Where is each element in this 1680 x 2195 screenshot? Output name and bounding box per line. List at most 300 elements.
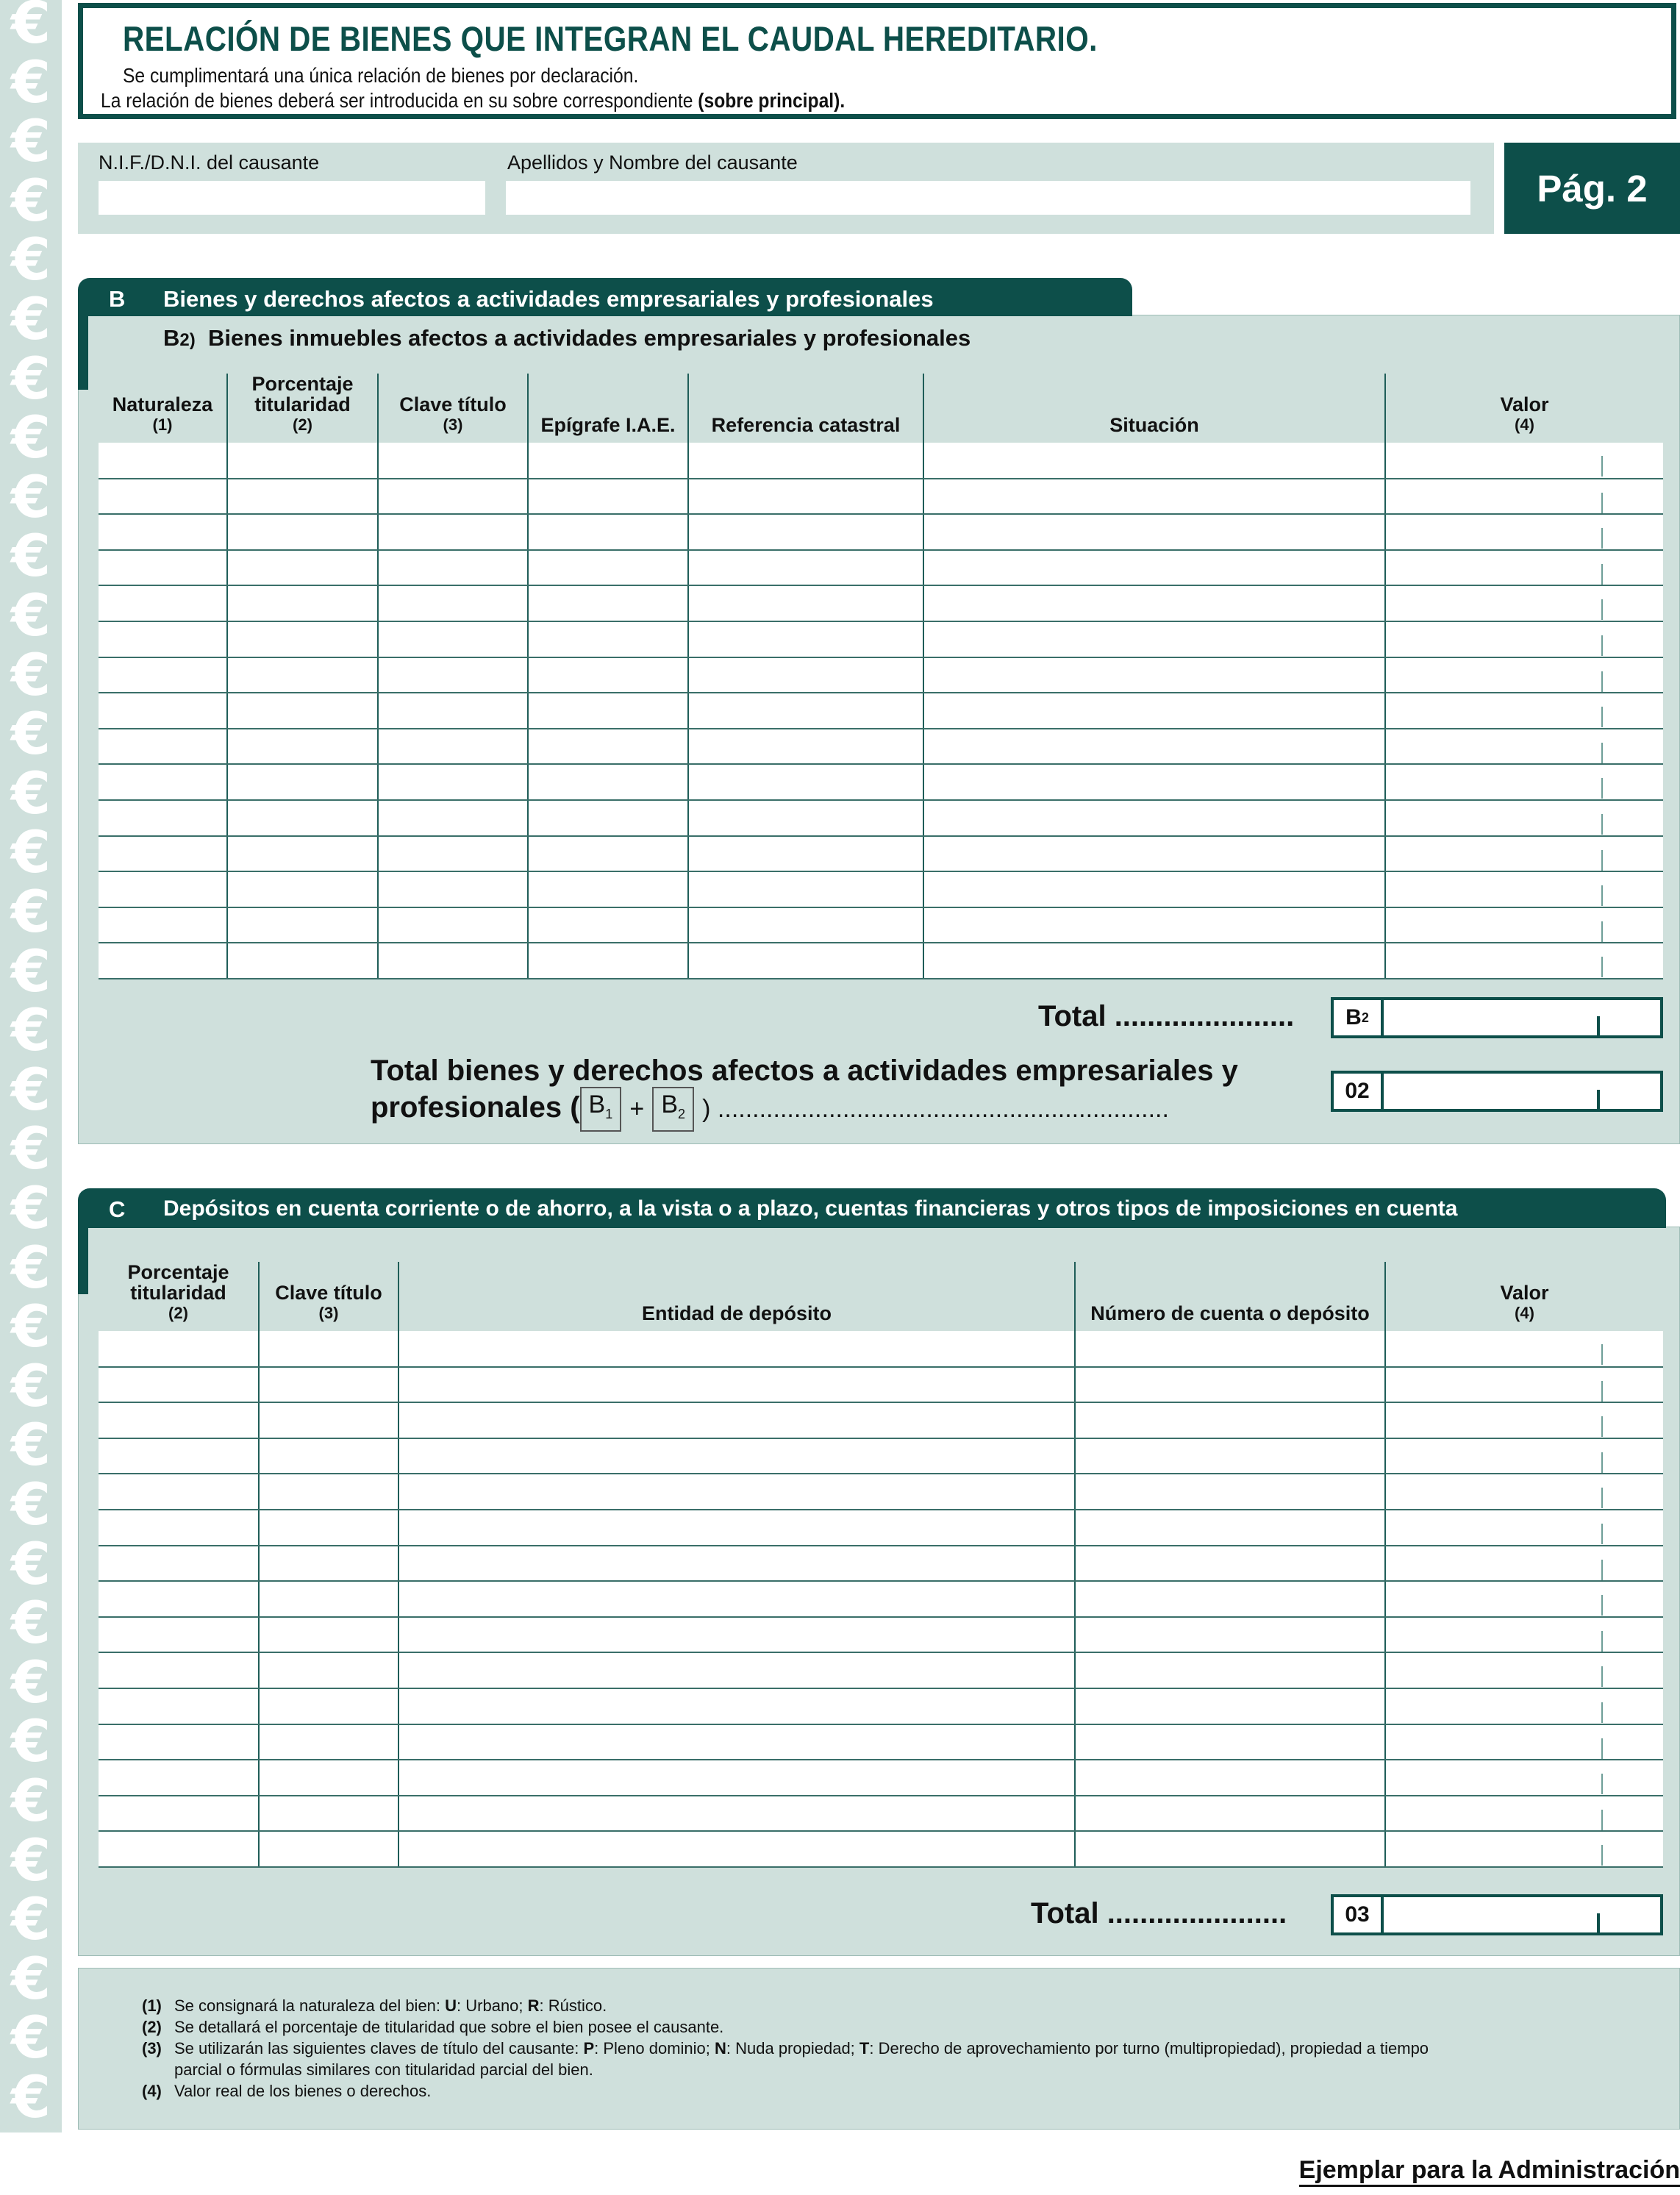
grand-total-line1: Total bienes y derechos afectos a actividades empresariales y bbox=[371, 1054, 1238, 1087]
grand-total-line2: profesionales ( $B_1 + B_2$ ) ................................................................. bbox=[371, 1087, 1238, 1132]
b2-cell[interactable] bbox=[923, 836, 1385, 872]
b2-cell[interactable] bbox=[528, 729, 688, 765]
euro-icon: € bbox=[10, 2005, 51, 2072]
b2-cell[interactable] bbox=[227, 514, 378, 550]
b2-cell[interactable] bbox=[99, 514, 227, 550]
b2-cell[interactable] bbox=[378, 479, 528, 515]
b2-cell[interactable] bbox=[378, 550, 528, 586]
b2-col-note: (1) bbox=[152, 415, 173, 434]
euro-icon: € bbox=[10, 998, 51, 1065]
c-cell[interactable] bbox=[1075, 1367, 1385, 1403]
b2-row bbox=[99, 550, 1663, 586]
nombre-label: Apellidos y Nombre del causante bbox=[507, 151, 798, 174]
c-cell[interactable] bbox=[1385, 1581, 1663, 1617]
c-cell[interactable] bbox=[398, 1402, 1075, 1438]
euro-icon: € bbox=[10, 405, 51, 472]
title-box bbox=[78, 3, 1676, 119]
b2-cell[interactable] bbox=[1385, 443, 1663, 479]
footnote-text: : Nuda propiedad; bbox=[726, 2039, 859, 2057]
c-cell[interactable] bbox=[1385, 1474, 1663, 1510]
c-cell[interactable] bbox=[1075, 1474, 1385, 1510]
b2-cell[interactable] bbox=[688, 550, 923, 586]
c-cell[interactable] bbox=[99, 1438, 259, 1474]
footnote-text: T bbox=[859, 2039, 870, 2057]
instruction-line-2 bbox=[101, 89, 845, 113]
c-cell[interactable] bbox=[398, 1831, 1075, 1867]
b2-cell[interactable] bbox=[528, 657, 688, 693]
b2-col-note: (2) bbox=[293, 415, 312, 434]
b2-cell[interactable] bbox=[528, 443, 688, 479]
footnote-text: P bbox=[583, 2039, 595, 2057]
c-total-box bbox=[1331, 1894, 1663, 1935]
c-cell[interactable] bbox=[1385, 1796, 1663, 1832]
b2-cell[interactable] bbox=[99, 943, 227, 979]
b2-cell[interactable] bbox=[1385, 550, 1663, 586]
b2-total-code bbox=[1334, 1000, 1384, 1035]
b2-sub: 2 bbox=[678, 1107, 686, 1121]
b2-row bbox=[99, 871, 1663, 907]
c-cell[interactable] bbox=[1385, 1546, 1663, 1582]
b2-cell[interactable] bbox=[1385, 764, 1663, 800]
b2-row bbox=[99, 585, 1663, 621]
grand-total-box bbox=[1331, 1071, 1663, 1112]
b2-row bbox=[99, 479, 1663, 515]
footnote-number: (1) bbox=[142, 1996, 162, 2015]
footnote-text: Se consignará la naturaleza del bien: bbox=[174, 1996, 446, 2015]
b2-cell[interactable] bbox=[923, 514, 1385, 550]
c-cell[interactable] bbox=[1075, 1617, 1385, 1653]
c-cell[interactable] bbox=[398, 1510, 1075, 1546]
b2-cell[interactable] bbox=[1385, 621, 1663, 657]
b2-cell[interactable] bbox=[1385, 836, 1663, 872]
b2-cell[interactable] bbox=[528, 621, 688, 657]
instruction-line-2-text: La relación de bienes deberá ser introducida en su sobre correspondiente bbox=[101, 89, 693, 112]
c-cell[interactable] bbox=[259, 1367, 398, 1403]
c-cell[interactable] bbox=[259, 1724, 398, 1760]
footnote-text: U bbox=[445, 1996, 457, 2015]
b2-cell[interactable] bbox=[99, 693, 227, 729]
c-row bbox=[99, 1367, 1663, 1403]
c-cell[interactable] bbox=[1385, 1617, 1663, 1653]
b2-col-label: Porcentaje titularidad bbox=[251, 373, 354, 415]
footnote-text: : Urbano; bbox=[457, 1996, 528, 2015]
b2-cell[interactable] bbox=[923, 585, 1385, 621]
b2-cell[interactable] bbox=[923, 907, 1385, 943]
c-cell[interactable] bbox=[1075, 1796, 1385, 1832]
c-cell[interactable] bbox=[99, 1724, 259, 1760]
c-cell[interactable] bbox=[398, 1617, 1075, 1653]
c-cell[interactable] bbox=[398, 1438, 1075, 1474]
c-cell[interactable] bbox=[398, 1367, 1075, 1403]
c-total-value[interactable] bbox=[1384, 1897, 1660, 1932]
grand-total-profesionales: profesionales bbox=[371, 1091, 562, 1124]
footnote-text: R bbox=[527, 1996, 540, 2015]
b2-row bbox=[99, 907, 1663, 943]
euro-icon: € bbox=[10, 642, 51, 709]
c-cell[interactable] bbox=[1075, 1402, 1385, 1438]
c-cell[interactable] bbox=[398, 1581, 1075, 1617]
b2-cell[interactable] bbox=[378, 657, 528, 693]
nif-field[interactable] bbox=[99, 181, 485, 215]
c-cell[interactable] bbox=[99, 1617, 259, 1653]
b2-prefix: B bbox=[163, 325, 180, 351]
b2-cell[interactable] bbox=[923, 621, 1385, 657]
c-cell[interactable] bbox=[99, 1831, 259, 1867]
c-cell[interactable] bbox=[99, 1331, 259, 1367]
b2-code-letter: B bbox=[1345, 1005, 1362, 1029]
b2-cell[interactable] bbox=[378, 585, 528, 621]
c-row bbox=[99, 1402, 1663, 1438]
c-col-note: (2) bbox=[168, 1304, 188, 1322]
b2-cell[interactable] bbox=[688, 693, 923, 729]
b2-cell[interactable] bbox=[923, 550, 1385, 586]
c-cell[interactable] bbox=[259, 1760, 398, 1796]
b2-cell[interactable] bbox=[1385, 800, 1663, 836]
c-cell[interactable] bbox=[99, 1760, 259, 1796]
c-cell[interactable] bbox=[398, 1546, 1075, 1582]
b2-cell[interactable] bbox=[378, 800, 528, 836]
b2-cell[interactable] bbox=[923, 729, 1385, 765]
b2-cell[interactable] bbox=[688, 443, 923, 479]
b2-cell[interactable] bbox=[99, 764, 227, 800]
b2-col-label: Clave título bbox=[399, 393, 507, 415]
c-cell[interactable] bbox=[1385, 1652, 1663, 1688]
c-cell[interactable] bbox=[259, 1474, 398, 1510]
b2-cell[interactable] bbox=[688, 764, 923, 800]
c-cell[interactable] bbox=[259, 1617, 398, 1653]
footnote-text: Se detallará el porcentaje de titularidad que sobre el bien posee el causante. bbox=[174, 2018, 724, 2036]
c-cell[interactable] bbox=[259, 1796, 398, 1832]
b2-row bbox=[99, 621, 1663, 657]
b2-cell[interactable] bbox=[528, 800, 688, 836]
b2-cell[interactable] bbox=[99, 657, 227, 693]
table-b2 bbox=[99, 374, 1663, 979]
c-cell[interactable] bbox=[99, 1474, 259, 1510]
b2-cell[interactable] bbox=[99, 871, 227, 907]
b2-cell[interactable] bbox=[378, 764, 528, 800]
b2-cell[interactable] bbox=[227, 907, 378, 943]
b2-total-label: Total ...................... bbox=[1038, 1000, 1295, 1032]
b2-cell[interactable] bbox=[99, 621, 227, 657]
b2-cell[interactable] bbox=[99, 907, 227, 943]
b2-col-header bbox=[688, 374, 923, 443]
footnote-number: (4) bbox=[142, 2082, 162, 2100]
c-cell[interactable] bbox=[259, 1581, 398, 1617]
nif-label: N.I.F./D.N.I. del causante bbox=[99, 151, 320, 174]
b2-cell[interactable] bbox=[99, 729, 227, 765]
c-cell[interactable] bbox=[259, 1652, 398, 1688]
c-cell[interactable] bbox=[99, 1652, 259, 1688]
c-col-note: (4) bbox=[1515, 1304, 1534, 1322]
footnote-continuation: parcial o fórmulas similares con titularidad parcial del bien. bbox=[174, 2060, 593, 2079]
b2-cell[interactable] bbox=[688, 621, 923, 657]
section-c-corner bbox=[78, 1227, 88, 1294]
c-cell[interactable] bbox=[1075, 1546, 1385, 1582]
c-cell[interactable] bbox=[99, 1367, 259, 1403]
b2-cell[interactable] bbox=[99, 585, 227, 621]
c-col-header bbox=[1075, 1262, 1385, 1331]
b2-code-sub: 2 bbox=[1361, 1010, 1369, 1025]
euro-icon: € bbox=[10, 1057, 51, 1124]
c-row bbox=[99, 1796, 1663, 1832]
c-cell[interactable] bbox=[1385, 1724, 1663, 1760]
b2-row bbox=[99, 514, 1663, 550]
b2-cell[interactable] bbox=[99, 800, 227, 836]
b2-col-label: Naturaleza bbox=[112, 393, 213, 415]
b2-row bbox=[99, 729, 1663, 765]
b2-cell[interactable] bbox=[227, 479, 378, 515]
b2-cell[interactable] bbox=[227, 764, 378, 800]
euro-icon: € bbox=[10, 1294, 51, 1361]
b2-cell[interactable] bbox=[378, 943, 528, 979]
b2-row bbox=[99, 800, 1663, 836]
section-c-letter: C bbox=[109, 1196, 126, 1222]
euro-icon: € bbox=[10, 168, 51, 235]
c-col-header bbox=[1385, 1262, 1663, 1331]
b2-cell[interactable] bbox=[688, 585, 923, 621]
b2-cell[interactable] bbox=[227, 621, 378, 657]
c-cell[interactable] bbox=[1075, 1760, 1385, 1796]
c-cell[interactable] bbox=[398, 1796, 1075, 1832]
b2-cell[interactable] bbox=[227, 836, 378, 872]
c-cell[interactable] bbox=[1075, 1331, 1385, 1367]
b2-cell[interactable] bbox=[1385, 657, 1663, 693]
b2-cell[interactable] bbox=[1385, 585, 1663, 621]
euro-icon: € bbox=[10, 227, 51, 294]
b2-col-header bbox=[1385, 374, 1663, 443]
c-cell[interactable] bbox=[259, 1402, 398, 1438]
c-cell[interactable] bbox=[99, 1546, 259, 1582]
b2-cell[interactable] bbox=[378, 836, 528, 872]
c-cell[interactable] bbox=[1075, 1724, 1385, 1760]
c-cell[interactable] bbox=[259, 1331, 398, 1367]
section-b2-subtitle bbox=[163, 325, 971, 351]
b2-cell[interactable] bbox=[1385, 943, 1663, 979]
c-cell[interactable] bbox=[1075, 1510, 1385, 1546]
b2-col-header bbox=[528, 374, 688, 443]
euro-icon: € bbox=[10, 49, 51, 116]
euro-icon: € bbox=[10, 1413, 51, 1480]
euro-icon: € bbox=[10, 1235, 51, 1302]
c-total-label: Total ...................... bbox=[1031, 1897, 1287, 1930]
b2-col-note: (3) bbox=[443, 415, 463, 434]
c-cell[interactable] bbox=[1075, 1581, 1385, 1617]
b2-total-box bbox=[1331, 997, 1663, 1038]
c-row bbox=[99, 1617, 1663, 1653]
b2-cell[interactable] bbox=[227, 871, 378, 907]
c-cell[interactable] bbox=[1385, 1760, 1663, 1796]
b2-cell[interactable] bbox=[227, 657, 378, 693]
euro-icon: € bbox=[10, 1472, 51, 1538]
c-cell[interactable] bbox=[398, 1760, 1075, 1796]
instruction-line-1: Se cumplimentará una única relación de bienes por declaración. bbox=[123, 64, 639, 87]
b2-cell[interactable] bbox=[528, 514, 688, 550]
section-b-letter: B bbox=[109, 286, 126, 312]
b1-sub: 1 bbox=[605, 1107, 613, 1121]
b2-cell[interactable] bbox=[99, 550, 227, 586]
b2-cell[interactable] bbox=[923, 443, 1385, 479]
b2-cell[interactable] bbox=[688, 729, 923, 765]
footnote bbox=[142, 2080, 431, 2102]
b2-cell[interactable] bbox=[688, 871, 923, 907]
c-cell[interactable] bbox=[99, 1581, 259, 1617]
b2-cell[interactable] bbox=[1385, 871, 1663, 907]
euro-icon: € bbox=[10, 1353, 51, 1420]
b2-cell[interactable] bbox=[1385, 907, 1663, 943]
c-cell[interactable] bbox=[1075, 1688, 1385, 1724]
c-cell[interactable] bbox=[1075, 1831, 1385, 1867]
c-cell[interactable] bbox=[1385, 1510, 1663, 1546]
euro-icon: € bbox=[10, 1827, 51, 1894]
b2-letter: B bbox=[661, 1091, 679, 1118]
euro-icon: € bbox=[10, 1946, 51, 2013]
b2-cell[interactable] bbox=[1385, 693, 1663, 729]
euro-icon: € bbox=[10, 524, 51, 590]
section-b-tab bbox=[78, 278, 1132, 316]
c-cell[interactable] bbox=[398, 1474, 1075, 1510]
b2-cell[interactable] bbox=[378, 621, 528, 657]
euro-icon: € bbox=[10, 938, 51, 1005]
b2-cell[interactable] bbox=[227, 585, 378, 621]
c-total-code: 03 bbox=[1334, 1897, 1384, 1932]
b2-cell[interactable] bbox=[378, 729, 528, 765]
b2-cell[interactable] bbox=[923, 657, 1385, 693]
euro-icon: € bbox=[10, 109, 51, 176]
b2-cell[interactable] bbox=[528, 943, 688, 979]
b2-row bbox=[99, 443, 1663, 479]
c-cell[interactable] bbox=[1385, 1331, 1663, 1367]
b2-cell[interactable] bbox=[688, 943, 923, 979]
c-cell[interactable] bbox=[99, 1402, 259, 1438]
c-cell[interactable] bbox=[1385, 1831, 1663, 1867]
b2-cell[interactable] bbox=[923, 943, 1385, 979]
b2-cell[interactable] bbox=[528, 836, 688, 872]
b2-cell[interactable] bbox=[99, 836, 227, 872]
euro-icon: € bbox=[10, 1591, 51, 1657]
b2-cell[interactable] bbox=[227, 693, 378, 729]
c-cell[interactable] bbox=[398, 1724, 1075, 1760]
b2-cell[interactable] bbox=[1385, 514, 1663, 550]
b2-cell[interactable] bbox=[227, 729, 378, 765]
b2-cell[interactable] bbox=[528, 585, 688, 621]
table-c bbox=[99, 1262, 1663, 1868]
c-cell[interactable] bbox=[1385, 1438, 1663, 1474]
c-row bbox=[99, 1760, 1663, 1796]
euro-icon: € bbox=[10, 1769, 51, 1835]
b2-cell[interactable] bbox=[688, 836, 923, 872]
b2-cell[interactable] bbox=[227, 943, 378, 979]
b2-cell[interactable] bbox=[923, 479, 1385, 515]
c-row bbox=[99, 1831, 1663, 1867]
plus-sign: + bbox=[629, 1095, 645, 1124]
b2-cell[interactable] bbox=[1385, 479, 1663, 515]
c-cell[interactable] bbox=[1385, 1688, 1663, 1724]
c-cell[interactable] bbox=[259, 1546, 398, 1582]
b2-cell[interactable] bbox=[227, 550, 378, 586]
page-number: Pág. 2 bbox=[1504, 143, 1680, 234]
b2-cell[interactable] bbox=[227, 443, 378, 479]
b2-cell[interactable] bbox=[688, 907, 923, 943]
c-cell[interactable] bbox=[99, 1796, 259, 1832]
b2-title: Bienes inmuebles afectos a actividades empresariales y profesionales bbox=[207, 325, 971, 351]
c-cell[interactable] bbox=[1385, 1367, 1663, 1403]
euro-icon: € bbox=[10, 346, 51, 413]
b2-cell[interactable] bbox=[688, 514, 923, 550]
c-cell[interactable] bbox=[99, 1510, 259, 1546]
b2-cell[interactable] bbox=[923, 871, 1385, 907]
b2-cell[interactable] bbox=[378, 443, 528, 479]
notes-panel bbox=[78, 1968, 1680, 2130]
c-cell[interactable] bbox=[1385, 1402, 1663, 1438]
b2-cell[interactable] bbox=[378, 871, 528, 907]
c-col-header bbox=[259, 1262, 398, 1331]
b2-total-value[interactable] bbox=[1384, 1000, 1660, 1035]
b2-col-label: Epígrafe I.A.E. bbox=[540, 414, 676, 436]
b2-cell[interactable] bbox=[227, 800, 378, 836]
b2-cell[interactable] bbox=[688, 800, 923, 836]
euro-icon: € bbox=[10, 287, 51, 353]
euro-icon: € bbox=[10, 1887, 51, 1954]
b2-cell[interactable] bbox=[378, 514, 528, 550]
b2-cell[interactable] bbox=[1385, 729, 1663, 765]
c-cell[interactable] bbox=[99, 1688, 259, 1724]
b2-cell[interactable] bbox=[923, 764, 1385, 800]
footnote-text: : Pleno dominio; bbox=[594, 2039, 715, 2057]
footnote-number: (2) bbox=[142, 2018, 162, 2036]
b2-cell[interactable] bbox=[378, 693, 528, 729]
c-cell[interactable] bbox=[398, 1652, 1075, 1688]
b2-cell[interactable] bbox=[923, 800, 1385, 836]
c-cell[interactable] bbox=[259, 1438, 398, 1474]
c-cell[interactable] bbox=[259, 1688, 398, 1724]
c-cell[interactable] bbox=[259, 1831, 398, 1867]
c-row bbox=[99, 1724, 1663, 1760]
c-cell[interactable] bbox=[398, 1331, 1075, 1367]
section-b-corner bbox=[78, 315, 88, 390]
b2-box bbox=[652, 1087, 694, 1132]
footnote bbox=[142, 1995, 607, 2016]
c-cell[interactable] bbox=[1075, 1438, 1385, 1474]
c-row bbox=[99, 1474, 1663, 1510]
grand-total-value[interactable] bbox=[1384, 1074, 1660, 1109]
section-b-title: Bienes y derechos afectos a actividades empresariales y profesionales bbox=[163, 286, 934, 312]
b2-cell[interactable] bbox=[99, 479, 227, 515]
b2-cell[interactable] bbox=[688, 657, 923, 693]
c-cell[interactable] bbox=[1075, 1652, 1385, 1688]
euro-icon: € bbox=[10, 1709, 51, 1776]
b2-cell[interactable] bbox=[528, 907, 688, 943]
euro-icon: € bbox=[10, 820, 51, 887]
nombre-field[interactable] bbox=[506, 181, 1470, 215]
b2-row bbox=[99, 693, 1663, 729]
c-cell[interactable] bbox=[259, 1510, 398, 1546]
b2-cell[interactable] bbox=[528, 871, 688, 907]
b2-cell[interactable] bbox=[99, 443, 227, 479]
b2-cell[interactable] bbox=[378, 907, 528, 943]
b2-cell[interactable] bbox=[528, 693, 688, 729]
grand-total-label bbox=[371, 1054, 1238, 1132]
c-col-label: Clave título bbox=[275, 1282, 382, 1304]
c-cell[interactable] bbox=[398, 1688, 1075, 1724]
b2-cell[interactable] bbox=[528, 764, 688, 800]
euro-icon: € bbox=[10, 702, 51, 768]
b2-cell[interactable] bbox=[528, 479, 688, 515]
euro-icon: € bbox=[10, 1116, 51, 1183]
b2-cell[interactable] bbox=[923, 693, 1385, 729]
footer-ejemplar: Ejemplar para la Administración bbox=[1299, 2156, 1680, 2187]
b2-cell[interactable] bbox=[528, 550, 688, 586]
b2-cell[interactable] bbox=[688, 479, 923, 515]
